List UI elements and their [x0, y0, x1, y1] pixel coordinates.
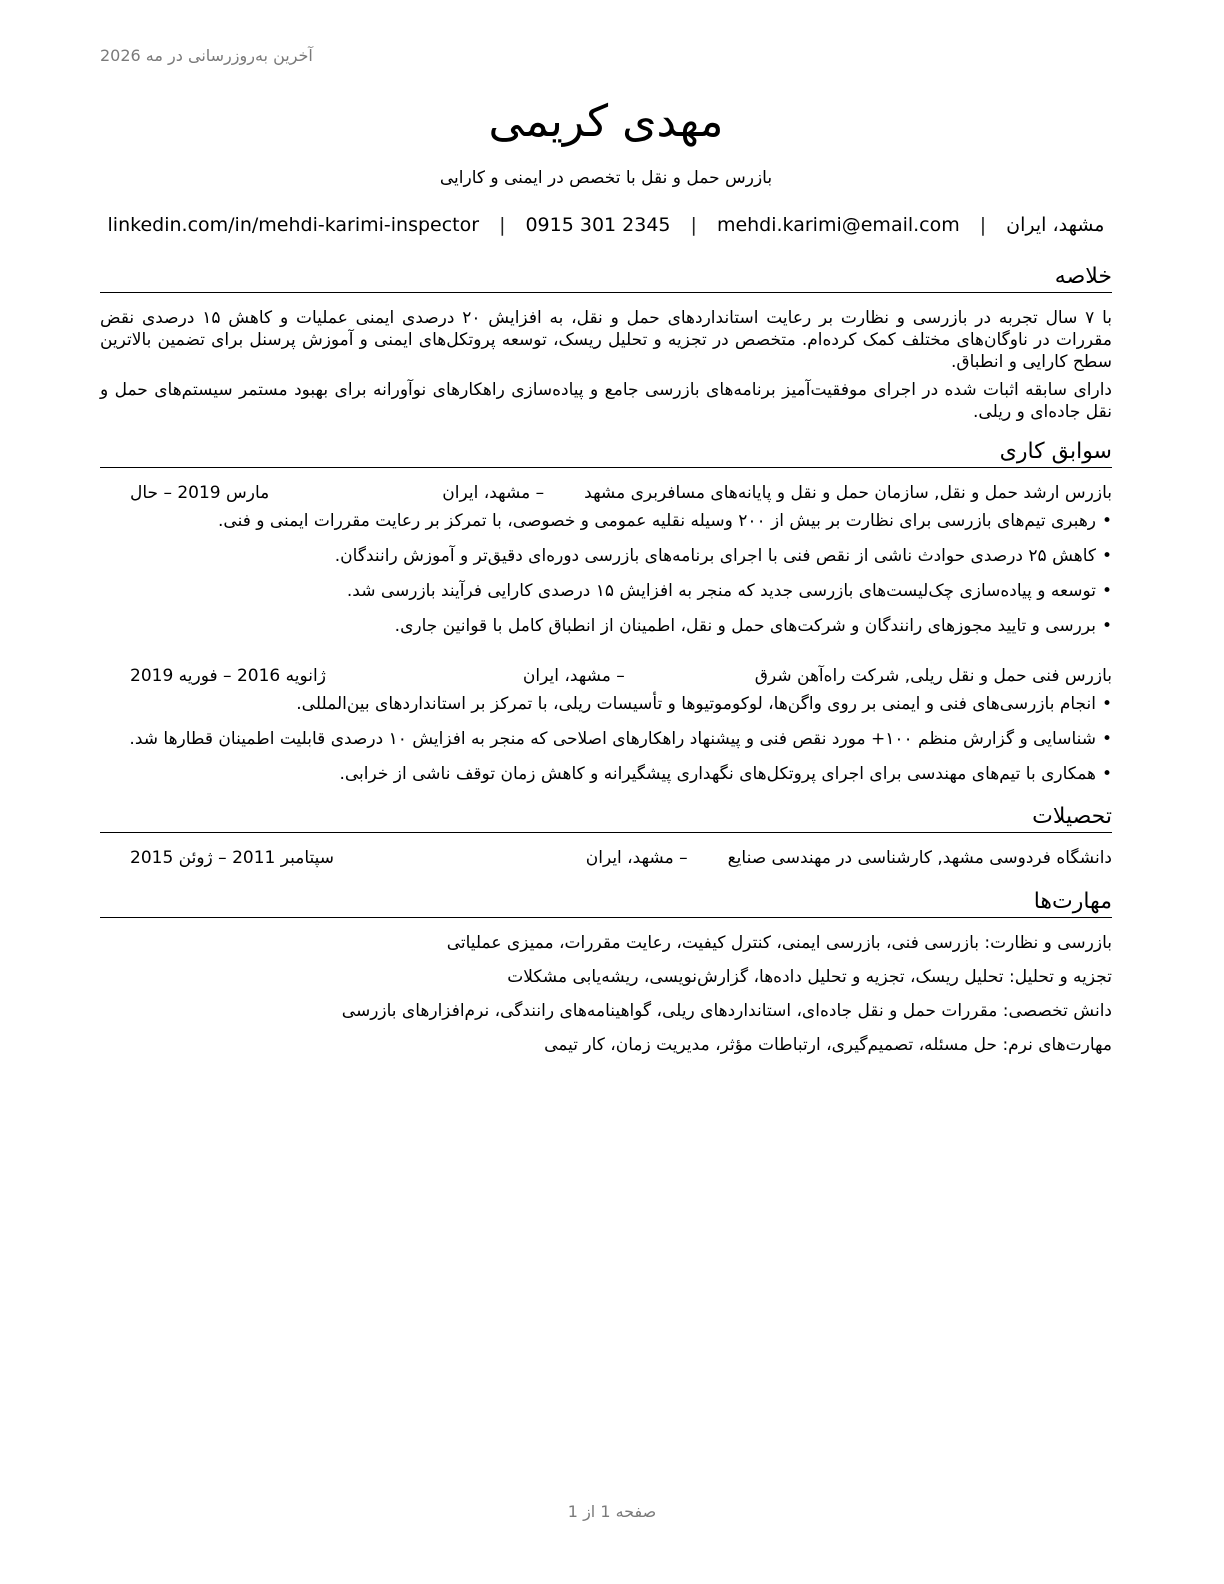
- job-bullet: • رهبری تیم‌های بازرسی برای نظارت بر بیش از ۲۰۰ وسیله نقلیه عمومی و خصوصی، با تمرکز بر رعایت مقررات ایمنی و فنی.: [100, 510, 1112, 532]
- last-updated-note: آخرین به‌روزرسانی در مه 2026: [100, 46, 313, 65]
- summary-paragraph: با ۷ سال تجربه در بازرسی و نظارت بر رعایت استانداردهای حمل و نقل، به افزایش ۲۰ درصدی ایمنی عملیات و کاهش ۱۵ درصدی نقض مقررات در ناوگان‌های مختلف کمک کرده‌ام. متخصص در تجزیه و تحلیل ریسک، توسعه پروتکل‌های ایمنی و آموزش پرسنل برای تضمین بالاترین سطح کارایی و انطباق.: [100, 308, 1112, 372]
- experience-section: [100, 438, 1112, 785]
- contact-phone[interactable]: 0915 301 2345: [525, 214, 671, 236]
- education-title: تحصیلات: [100, 803, 1112, 833]
- job-bullet: • شناسایی و گزارش منظم ۱۰۰+ مورد نقص فنی و پیشنهاد راهکارهای اصلاحی که منجر به افزایش ۱۰ درصدی قابلیت اطمینان قطارها شد.: [100, 728, 1112, 750]
- summary-paragraph: دارای سابقه اثبات شده در اجرای موفقیت‌آمیز برنامه‌های بازرسی جامع و پیاده‌سازی راهکارهای نوآورانه برای بهبود مستمر سیستم‌های حمل و نقل جاده‌ای و ریلی.: [100, 380, 1112, 422]
- contact-email[interactable]: mehdi.karimi@email.com: [716, 214, 960, 236]
- contact-line: [100, 214, 1112, 236]
- education-school-degree: دانشگاه فردوسی مشهد, کارشناسی در مهندسی صنایع: [727, 848, 1112, 868]
- skills-section: [100, 888, 1112, 1056]
- education-location: – مشهد، ایران: [585, 848, 688, 868]
- job-bullet: • همکاری با تیم‌های مهندسی برای اجرای پروتکل‌های نگهداری پیشگیرانه و کاهش زمان توقف ناشی از خرابی.: [100, 763, 1112, 785]
- job-bullet: • کاهش ۲۵ درصدی حوادث ناشی از نقص فنی با اجرای برنامه‌های بازرسی دوره‌ای دقیق‌تر و آموزش رانندگان.: [100, 545, 1112, 567]
- job-title-org: بازرس فنی حمل و نقل ریلی, شرکت راه‌آهن شرق: [754, 666, 1112, 686]
- job-bullet: • انجام بازرسی‌های فنی و ایمنی بر روی واگن‌ها، لوکوموتیوها و تأسیسات ریلی، با تمرکز بر استانداردهای بین‌المللی.: [100, 693, 1112, 715]
- job-header: [100, 665, 1112, 687]
- contact-separator: |: [979, 214, 987, 236]
- job-bullets: [100, 510, 1112, 637]
- job-dates: مارس 2019 – حال: [130, 483, 270, 503]
- job-header: [100, 482, 1112, 504]
- job-title-org: بازرس ارشد حمل و نقل, سازمان حمل و نقل و پایانه‌های مسافربری مشهد: [584, 483, 1112, 503]
- candidate-name: مهدی کریمی: [488, 96, 724, 147]
- contact-location: مشهد، ایران: [1006, 214, 1105, 236]
- candidate-headline: بازرس حمل و نقل با تخصص در ایمنی و کارایی: [439, 168, 773, 188]
- job-entry: [100, 665, 1112, 785]
- experience-title: سوابق کاری: [100, 438, 1112, 468]
- page-number: صفحه 1 از 1: [567, 1502, 657, 1521]
- education-dates: سپتامبر 2011 – ژوئن 2015: [130, 848, 335, 868]
- skills-title: مهارت‌ها: [100, 888, 1112, 918]
- summary-section: [100, 263, 1112, 423]
- job-dates: ژانویه 2016 – فوریه 2019: [130, 666, 326, 686]
- job-bullets: [100, 693, 1112, 785]
- resume-page: [100, 92, 1112, 1056]
- skill-line: بازرسی و نظارت: بازرسی فنی، بازرسی ایمنی، کنترل کیفیت، رعایت مقررات، ممیزی عملیاتی: [446, 933, 1112, 953]
- skill-line: تجزیه و تحلیل: تحلیل ریسک، تجزیه و تحلیل داده‌ها، گزارش‌نویسی، ریشه‌یابی مشکلات: [507, 967, 1112, 987]
- skill-line: مهارت‌های نرم: حل مسئله، تصمیم‌گیری، ارتباطات مؤثر، مدیریت زمان، کار تیمی: [544, 1035, 1112, 1055]
- contact-linkedin[interactable]: linkedin.com/in/mehdi-karimi-inspector: [107, 214, 480, 236]
- contact-separator: |: [690, 214, 697, 236]
- education-entry: [100, 847, 1112, 869]
- job-bullet: • بررسی و تایید مجوزهای رانندگان و شرکت‌های حمل و نقل، اطمینان از انطباق کامل با قوانین جاری.: [100, 615, 1112, 637]
- job-entry: [100, 482, 1112, 637]
- job-location: – مشهد، ایران: [442, 483, 545, 503]
- skill-line: دانش تخصصی: مقررات حمل و نقل جاده‌ای، استانداردهای ریلی، گواهینامه‌های رانندگی، نرم‌افزارهای بازرسی: [341, 1001, 1112, 1021]
- contact-separator: |: [499, 214, 506, 236]
- job-location: – مشهد، ایران: [522, 666, 625, 686]
- summary-title: خلاصه: [100, 263, 1112, 293]
- education-section: [100, 803, 1112, 869]
- job-bullet: • توسعه و پیاده‌سازی چک‌لیست‌های بازرسی جدید که منجر به افزایش ۱۵ درصدی کارایی فرآیند بازرسی شد.: [100, 580, 1112, 602]
